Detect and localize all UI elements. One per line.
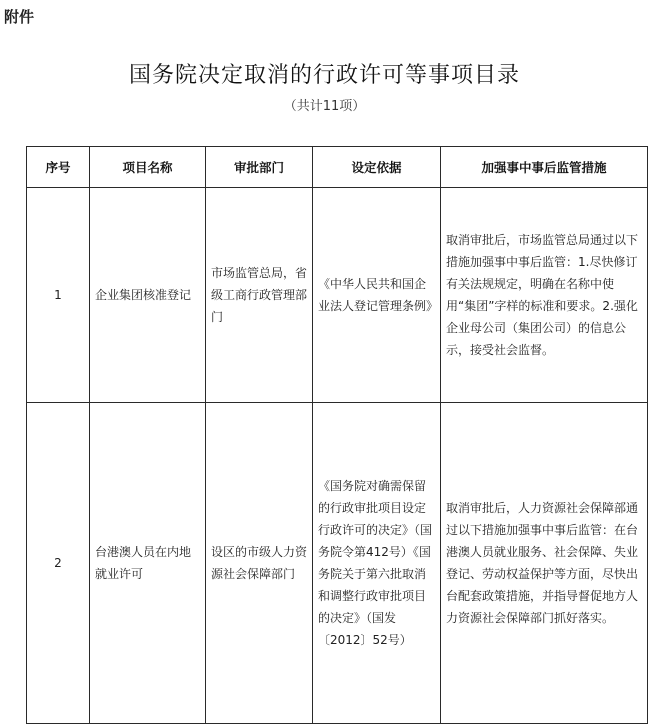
table-row [27,403,648,724]
document-subtitle: （共计11项） [283,99,366,114]
row-item-name: 台港澳人员在内地就业许可 [90,403,206,724]
attachment-label: 附件 [4,8,35,26]
header-department: 审批部门 [206,147,313,188]
row-item-name: 企业集团核准登记 [90,188,206,403]
document-title: 国务院决定取消的行政许可等事项目录 [128,63,520,88]
header-basis: 设定依据 [313,147,441,188]
header-measures: 加强事中事后监管措施 [441,147,648,188]
table-header-row [27,147,648,188]
row-seq: 2 [27,403,90,724]
row-measures: 取消审批后，市场监管总局通过以下措施加强事中事后监管：1.尽快修订有关法规规定，明确在名称中使用“集团”字样的标准和要求。2.强化企业母公司（集团公司）的信息公示，接受社会监督。 [441,188,648,403]
table-row [27,188,648,403]
items-table [26,146,648,724]
row-department: 市场监管总局，省级工商行政管理部门 [206,188,313,403]
row-department: 设区的市级人力资源社会保障部门 [206,403,313,724]
row-basis: 《国务院对确需保留的行政审批项目设定行政许可的决定》（国务院令第412号）《国务院关于第六批取消和调整行政审批项目的决定》（国发〔2012〕52号） [313,403,441,724]
row-seq: 1 [27,188,90,403]
row-measures: 取消审批后，人力资源社会保障部通过以下措施加强事中事后监管：在台港澳人员就业服务、社会保障、失业登记、劳动权益保护等方面，尽快出台配套政策措施，并指导督促地方人力资源社会保障部门抓好落实。 [441,403,648,724]
header-item-name: 项目名称 [90,147,206,188]
header-seq: 序号 [27,147,90,188]
row-basis: 《中华人民共和国企业法人登记管理条例》 [313,188,441,403]
